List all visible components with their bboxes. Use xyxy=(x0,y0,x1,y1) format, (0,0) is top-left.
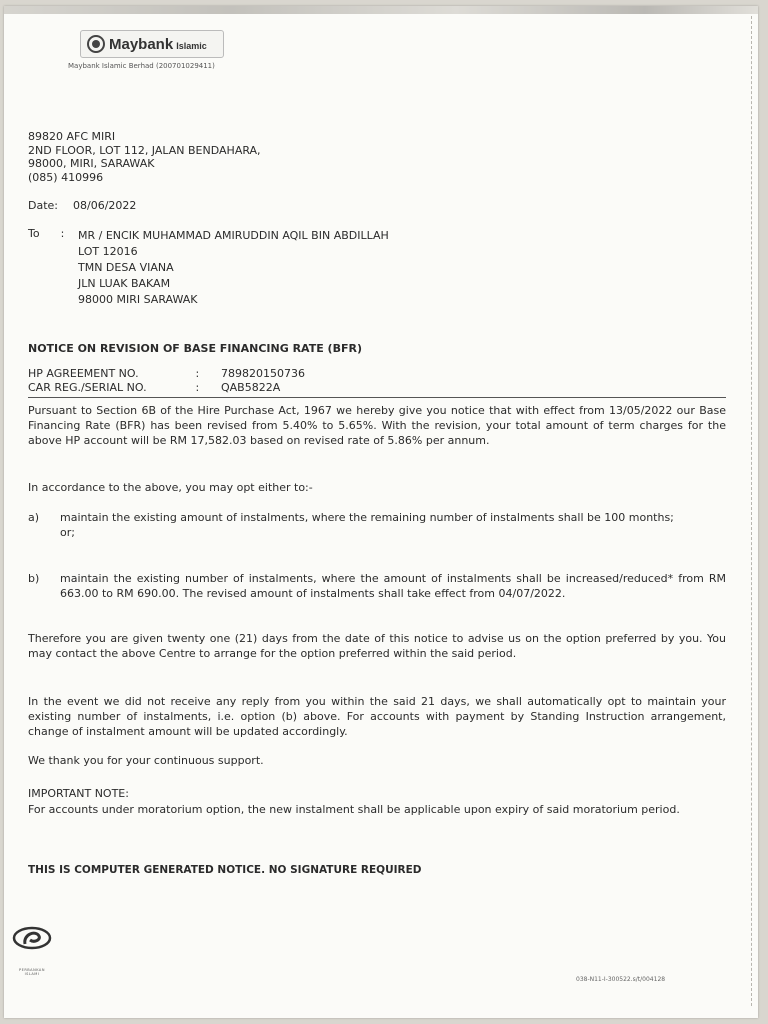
scan-edge xyxy=(4,6,758,14)
centre-line: 89820 AFC MIRI xyxy=(28,130,116,143)
paragraph-default-option: In the event we did not receive any reply from you within the said 21 days, we shall automatically opt to maintain your existing number of instalments, i.e. option (b) above. For accounts with payment by Standing Instruction arrangement, change of instalment amount will be updated accordingly. xyxy=(28,695,726,738)
centre-line: (085) 410996 xyxy=(28,170,104,184)
brand-name: Maybank xyxy=(109,35,174,53)
agreement-details xyxy=(28,367,305,395)
recipient-address xyxy=(78,228,389,308)
car-label: CAR REG./SERIAL NO. xyxy=(28,381,147,394)
paragraph-deadline: Therefore you are given twenty one (21) days from the date of this notice to advise us on the option preferred by you. You may contact the above Centre to arrange for the option preferred within the said period. xyxy=(28,632,726,660)
option-a-text: maintain the existing amount of instalments, where the remaining number of instalments shall be 100 months; or; xyxy=(60,510,726,540)
option-b-text: maintain the existing number of instalments, where the amount of instalments shall be increased/reduced* from RM 663.00 to RM 690.00. The revised amount of instalments shall take effect from 04/07/2022. xyxy=(60,572,726,600)
company-registration: Maybank Islamic Berhad (200701029411) xyxy=(68,62,215,70)
option-a-label: a) xyxy=(28,511,40,524)
paragraph-thanks: We thank you for your continuous support. xyxy=(28,754,264,767)
hp-label: HP AGREEMENT NO. xyxy=(28,367,139,380)
seal-emblem-icon xyxy=(12,924,52,964)
date-label: Date: xyxy=(28,199,58,212)
centre-address xyxy=(28,130,261,184)
tiger-emblem-icon xyxy=(87,35,105,53)
letter-page xyxy=(4,6,758,1018)
important-note-text: For accounts under moratorium option, the new instalment shall be applicable upon expiry of said moratorium period. xyxy=(28,803,680,816)
hp-value: 789820150736 xyxy=(221,367,305,380)
perforation-edge xyxy=(751,16,752,1006)
recipient-line: JLN LUAK BAKAM xyxy=(78,277,171,290)
divider xyxy=(28,397,726,398)
computer-generated-notice: THIS IS COMPUTER GENERATED NOTICE. NO SIGNATURE REQUIRED xyxy=(28,864,422,876)
car-value: QAB5822A xyxy=(221,381,281,394)
recipient-line: TMN DESA VIANA xyxy=(78,261,174,274)
recipient-line: LOT 12016 xyxy=(78,245,138,258)
centre-line: 98000, MIRI, SARAWAK xyxy=(28,157,155,170)
option-or: or; xyxy=(60,526,75,539)
seal-text: PERBANKAN ISLAMI xyxy=(19,968,45,976)
centre-line: 2ND FLOOR, LOT 112, JALAN BENDAHARA, xyxy=(28,143,261,157)
document-reference: 038-N11-I-300522.s/t/004128 xyxy=(576,976,666,983)
car-reg-row: CAR REG./SERIAL NO. : QAB5822A xyxy=(28,381,281,394)
date-row xyxy=(28,198,136,213)
date-value: 08/06/2022 xyxy=(73,199,137,212)
paragraph-revision: Pursuant to Section 6B of the Hire Purchase Act, 1967 we hereby give you notice that with effect from 13/05/2022 our Base Financing Rate (BFR) has been revised from 5.40% to 5.65%. With the revision, your total amount of term charges for the above HP account will be RM 17,582.03 based on revised rate of 5.86% per annum. xyxy=(28,404,726,447)
hp-agreement-row: HP AGREEMENT NO. : 789820150736 xyxy=(28,367,305,380)
recipient-name: MR / ENCIK MUHAMMAD AMIRUDDIN AQIL BIN ABDILLAH xyxy=(78,229,389,242)
notice-title: NOTICE ON REVISION OF BASE FINANCING RATE (BFR) xyxy=(28,342,362,355)
option-b-label: b) xyxy=(28,572,40,585)
maybank-logo xyxy=(80,30,224,58)
important-note-title: IMPORTANT NOTE: xyxy=(28,787,129,800)
perbankan-islami-seal xyxy=(12,924,52,976)
paragraph-options-intro: In accordance to the above, you may opt either to:- xyxy=(28,481,313,494)
recipient-label: To : xyxy=(28,227,65,240)
recipient-line: 98000 MIRI SARAWAK xyxy=(78,293,198,306)
brand-suffix: Islamic xyxy=(176,40,207,51)
